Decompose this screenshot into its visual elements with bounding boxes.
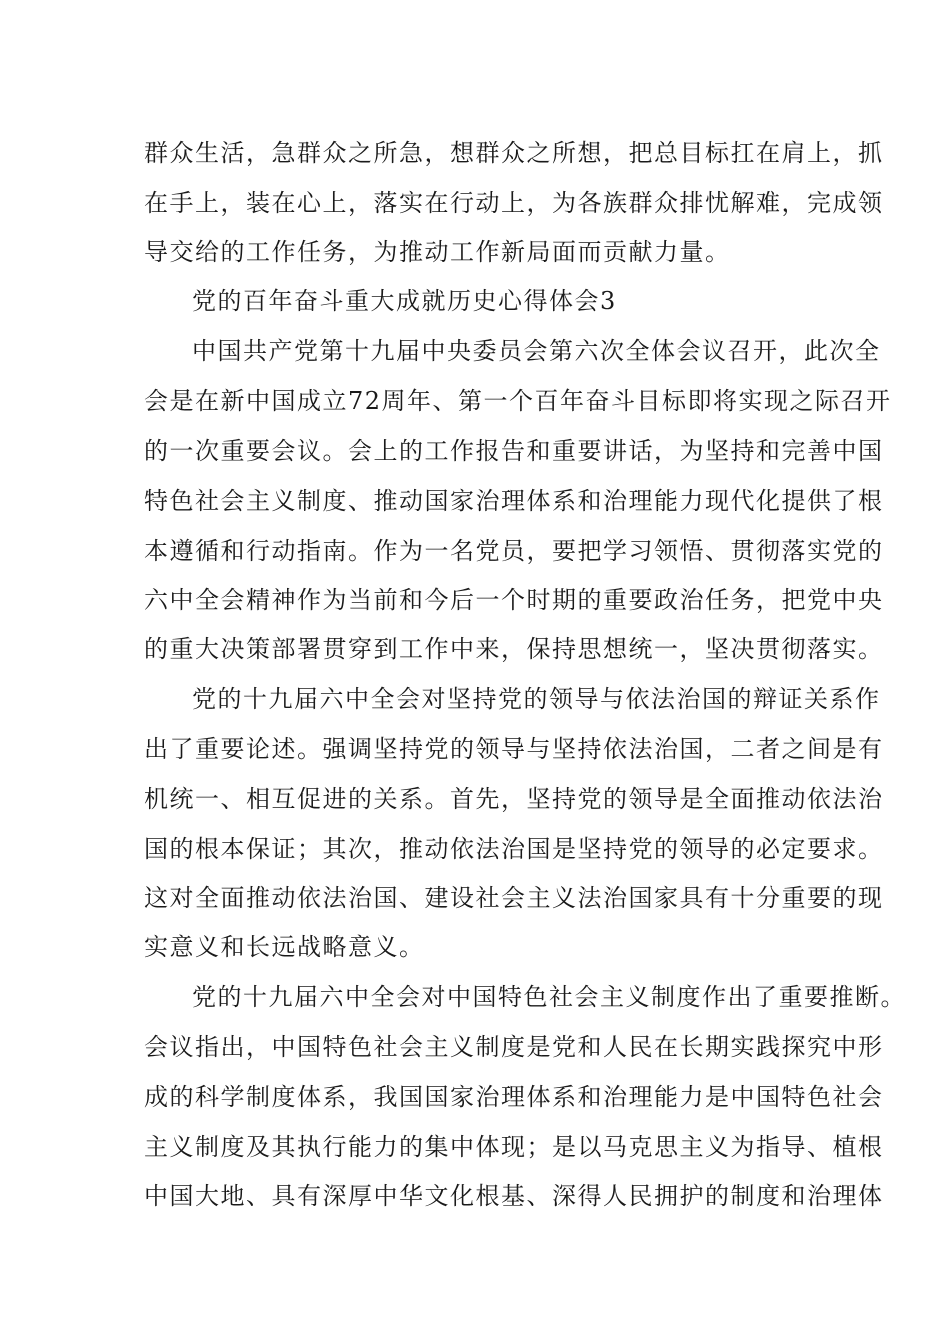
text-line: 实意义和长远战略意义。 bbox=[144, 933, 425, 961]
section-heading: 党的百年奋斗重大成就历史心得体会3 bbox=[192, 287, 617, 315]
text-line: 主义制度及其执行能力的集中体现；是以马克思主义为指导、植根 bbox=[144, 1133, 884, 1161]
text-line: 在手上，装在心上，落实在行动上，为各族群众排忧解难，完成领 bbox=[144, 189, 884, 217]
text-line: 成的科学制度体系，我国国家治理体系和治理能力是中国特色社会 bbox=[144, 1083, 884, 1111]
text-line: 特色社会主义制度、推动国家治理体系和治理能力现代化提供了根 bbox=[144, 487, 884, 515]
text-line: 国的根本保证；其次，推动依法治国是坚持党的领导的必定要求。 bbox=[144, 835, 884, 863]
text-line: 党的十九届六中全会对中国特色社会主义制度作出了重要推断。 bbox=[192, 983, 906, 1011]
text-line: 中国共产党第十九届中央委员会第六次全体会议召开，此次全 bbox=[192, 337, 881, 365]
text-line: 六中全会精神作为当前和今后一个时期的重要政治任务，把党中央 bbox=[144, 586, 884, 614]
text-line: 党的十九届六中全会对坚持党的领导与依法治国的辩证关系作 bbox=[192, 685, 881, 713]
text-line: 会议指出，中国特色社会主义制度是党和人民在长期实践探究中形 bbox=[144, 1033, 884, 1061]
text-line: 中国大地、具有深厚中华文化根基、深得人民拥护的制度和治理体 bbox=[144, 1182, 884, 1210]
text-line: 的一次重要会议。会上的工作报告和重要讲话，为坚持和完善中国 bbox=[144, 437, 884, 465]
text-line: 群众生活，急群众之所急，想群众之所想，把总目标扛在肩上，抓 bbox=[144, 139, 884, 167]
text-line: 机统一、相互促进的关系。首先，坚持党的领导是全面推动依法治 bbox=[144, 785, 884, 813]
text-line: 导交给的工作任务，为推动工作新局面而贡献力量。 bbox=[144, 238, 731, 266]
text-line: 会是在新中国成立72周年、第一个百年奋斗目标即将实现之际召开 bbox=[144, 387, 892, 415]
text-line: 出了重要论述。强调坚持党的领导与坚持依法治国，二者之间是有 bbox=[144, 735, 884, 763]
text-line: 本遵循和行动指南。作为一名党员，要把学习领悟、贯彻落实党的 bbox=[144, 537, 884, 565]
text-line: 这对全面推动依法治国、建设社会主义法治国家具有十分重要的现 bbox=[144, 884, 884, 912]
text-line: 的重大决策部署贯穿到工作中来，保持思想统一，坚决贯彻落实。 bbox=[144, 635, 884, 663]
